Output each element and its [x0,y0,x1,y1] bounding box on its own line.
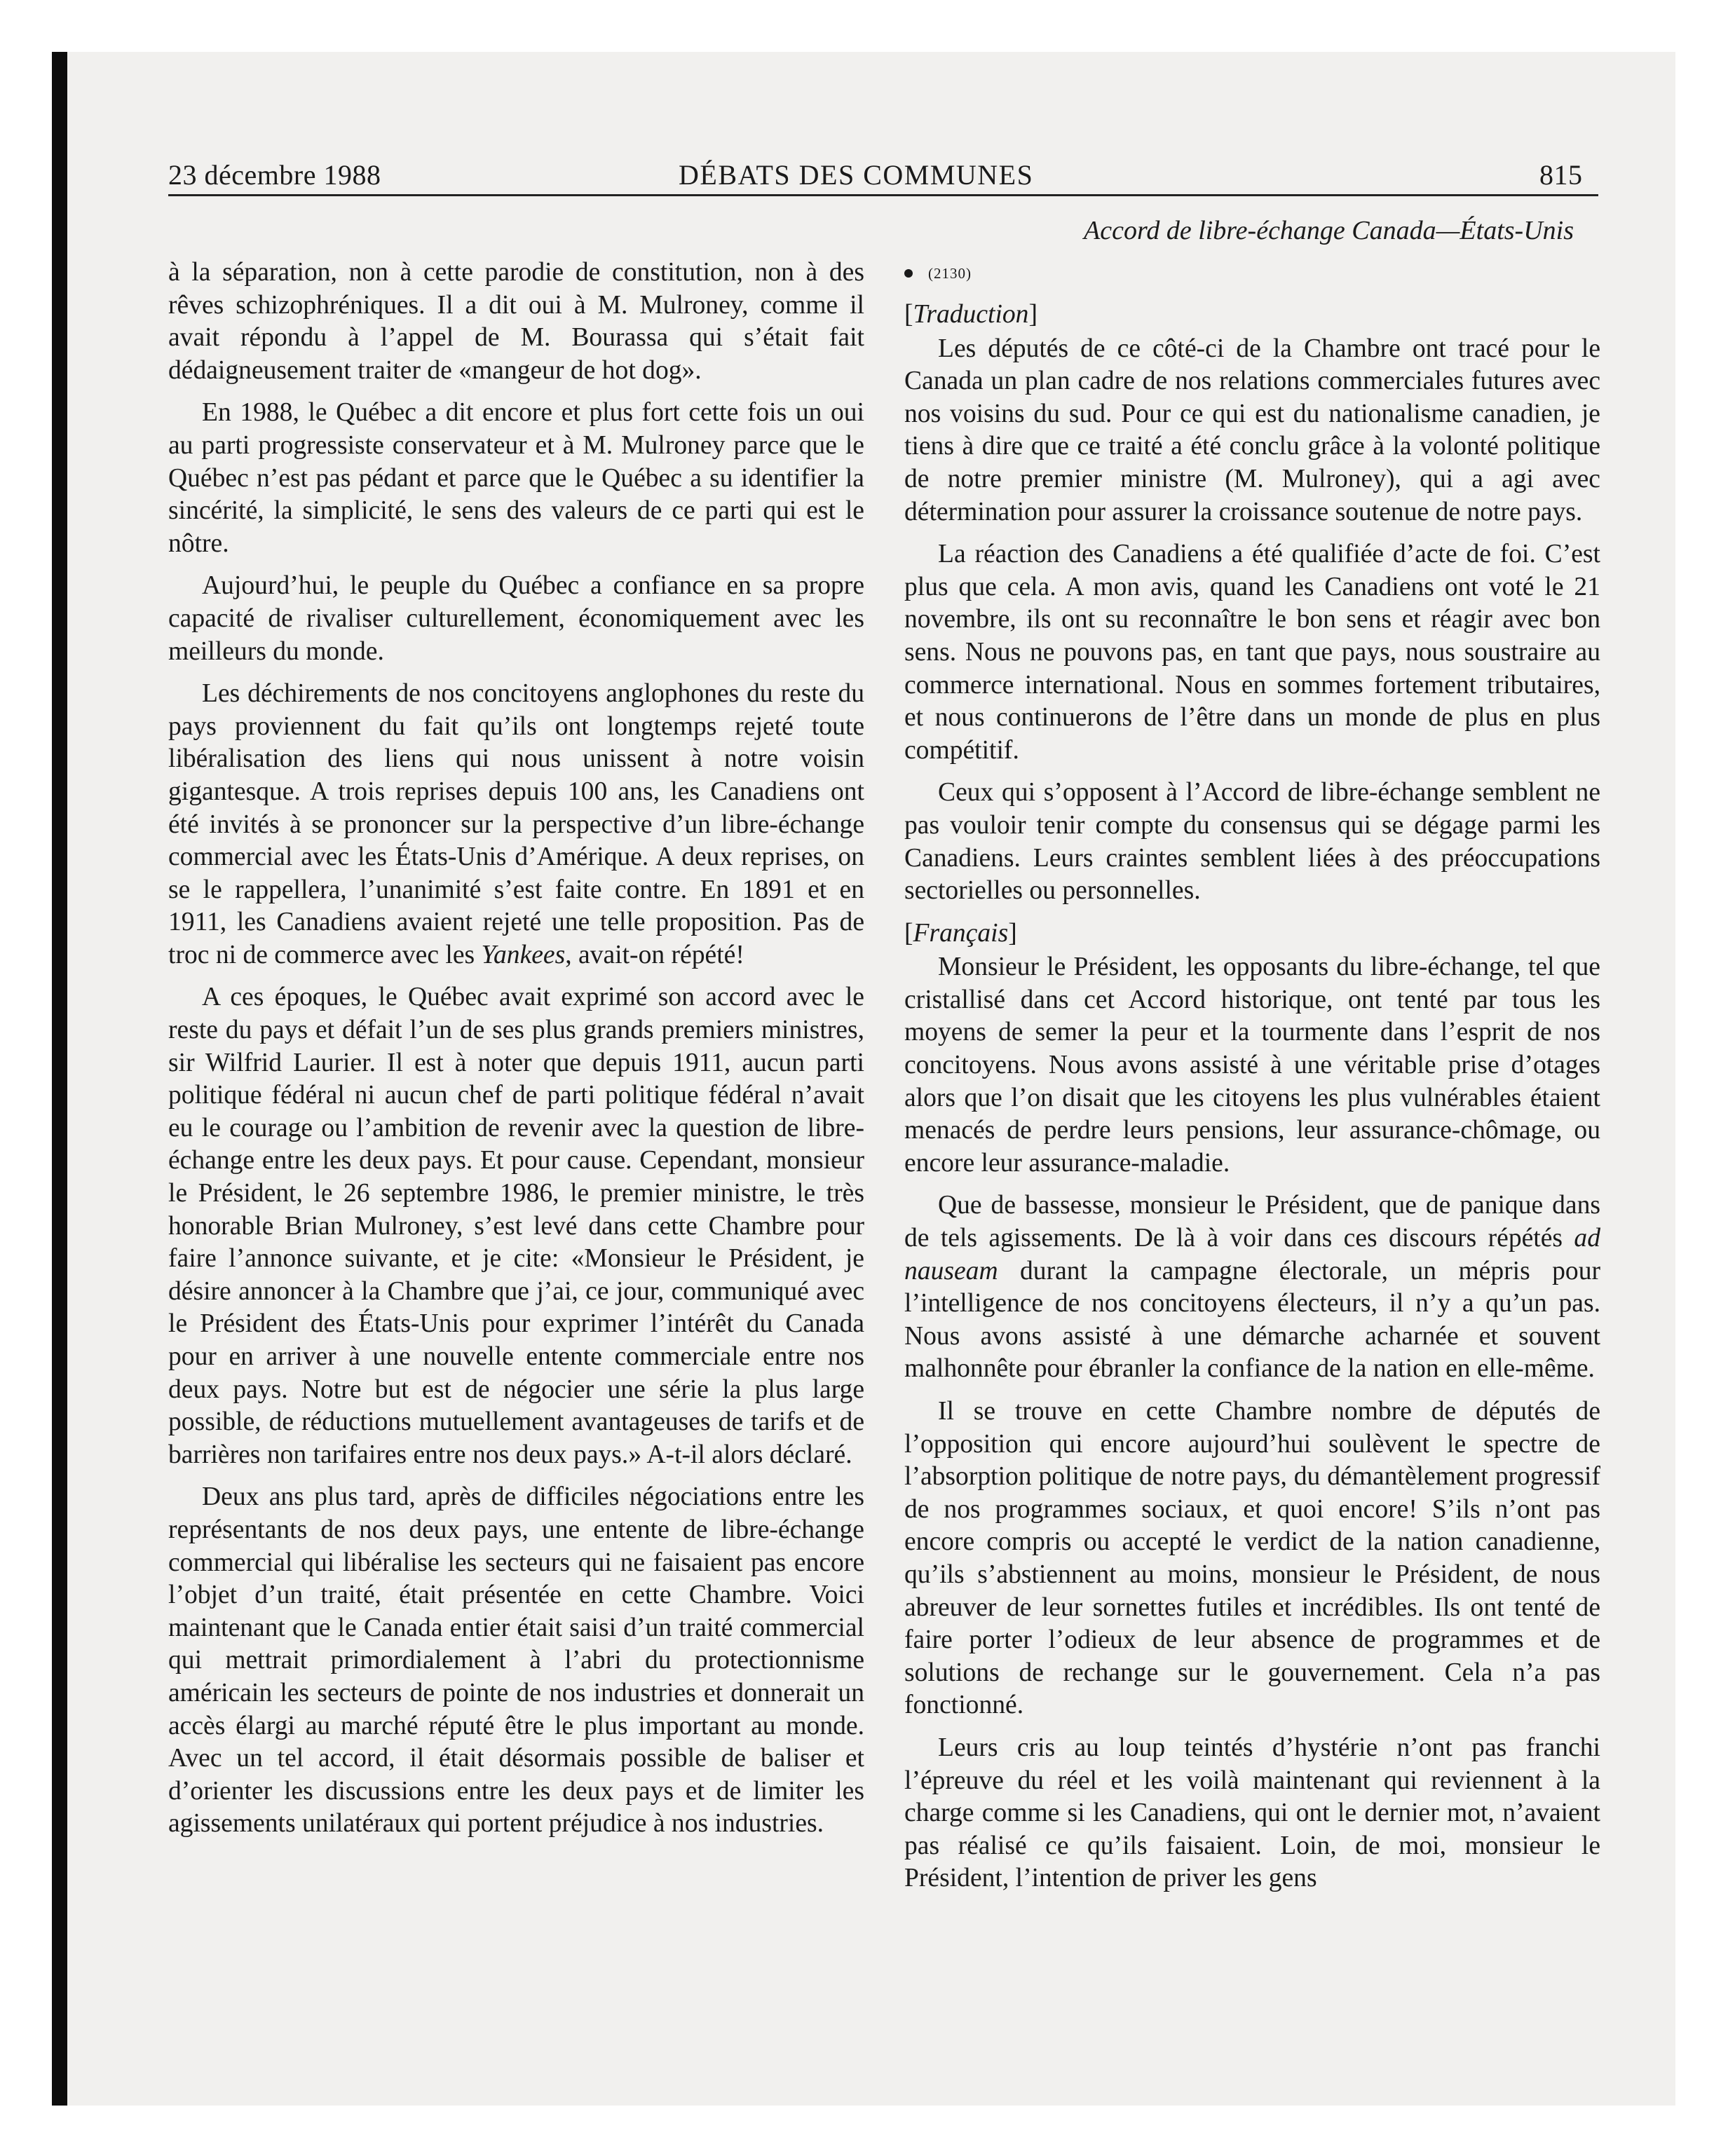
topic-heading: Accord de libre-échange Canada—États-Unis [1084,216,1574,245]
time-stamp [904,259,1600,287]
header-title: DÉBATS DES COMMUNES [679,159,1034,191]
paragraph: Les députés de ce côté-ci de la Chambre ont tracé pour le Canada un plan cadre de nos relations commerciales futures avec nos voisins du sud. Pour ce qui est du nationalisme canadien, je tiens à dire que ce traité a été conclu grâce à la volonté politique de notre premier ministre (M. Mulroney), qui a agi avec détermination pour assurer la croissance soutenue de notre pays. [904,334,1600,526]
italic-term: ad nauseam [904,1224,1600,1285]
paragraph-text: Les déchirements de nos concitoyens anglophones du reste du pays proviennent du fait qu’ils ont longtemps rejeté toute libéralisation des liens qui nous unissent à notre voisin gigantesque. A trois reprises depuis 100 ans, les Canadiens ont été invités à se prononcer sur la perspective d’un libre-échange commercial avec les États-Unis d’Amérique. A deux reprises, on se le rappellera, l’unanimité s’est faite contre. En 1891 et en 1911, les Canadiens avaient rejeté une telle proposition. Pas de troc ni de commerce avec les [168,679,864,969]
language-label: [Français] [904,918,1017,948]
paragraph: Ceux qui s’opposent à l’Accord de libre-échange semblent ne pas vouloir tenir compte du consensus qui se dégage parmi les Canadiens. Leurs craintes semblent liées à des préoccupations sectorielles ou personnelles. [904,778,1600,906]
language-label-text: Français [913,918,1009,948]
left-column [168,257,864,2079]
paragraph: A ces époques, le Québec avait exprimé son accord avec le reste du pays et défait l’un de ses plus grands premiers ministres, sir Wilfrid Laurier. Il est à noter que depuis 1911, aucun parti politique fédéral ni aucun chef de parti politique fédéral n’avait eu le courage ou l’ambition de revenir avec la question de libre-échange entre les deux pays. Et pour cause. Cependant, monsieur le Président, le 26 septembre 1986, le premier ministre, le très honorable Brian Mulroney, s’est levé dans cette Chambre pour faire l’annonce suivante, et je cite: «Monsieur le Président, je désire annoncer à la Chambre que j’ai, ce jour, communiqué avec le Président des États-Unis pour exprimer l’intérêt du Canada pour en arriver à une nouvelle entente commerciale entre nos deux pays. Notre but est de négocier une série la plus large possible, de réductions mutuellement avantageuses de tarifs et de barrières non tarifaires entre nos deux pays.» A-t-il alors déclaré. [168,983,864,1469]
bullet-icon [904,269,913,278]
paragraph: Monsieur le Président, les opposants du libre-échange, tel que cristallisé dans cet Accord historique, ont tenté par tous les moyens de semer la peur et la tourmente dans l’esprit de nos concitoyens. Nous avons assisté à une véritable prise d’otages alors que l’on disait que les citoyens les plus vulnérables étaient menacés de perdre leurs pensions, leur assurance-chômage, ou encore leur assurance-maladie. [904,953,1600,1178]
header-rule [168,194,1598,196]
paragraph: La réaction des Canadiens a été qualifiée d’acte de foi. C’est plus que cela. A mon avis, quand les Canadiens ont voté le 21 novembre, ils ont su reconnaître le bon sens et réagir avec bon sens. Nous ne pouvons pas, en tant que pays, nous soustraire au commerce international. Nous en sommes fortement tributaires, et nous continuerons de l’être dans un monde de plus en plus compétitif. [904,540,1600,765]
paragraph: à la séparation, non à cette parodie de constitution, non à des rêves schizophréniques. Il a dit oui à M. Mulroney, comme il avait répondu à l’appel de M. Bourassa qui s’était fait dédaigneusement traiter de «mangeur de hot dog». [168,258,864,385]
paragraph-text: Que de bassesse, monsieur le Président, que de panique dans de tels agissements. De là à voir dans ces discours répétés [904,1191,1600,1253]
paragraph [168,678,864,971]
paragraph: Deux ans plus tard, après de difficiles négociations entre les représentants de nos deux pays, une entente de libre-échange commercial qui libéralise les secteurs qui ne faisaient pas encore l’objet d’un traité, était présentée en cette Chambre. Voici maintenant que le Canada entier était saisi d’un traité commercial qui mettrait primordialement à l’abri du protectionnisme américain les secteurs de pointe de nos industries et donnerait un accès élargi au marché réputé être le plus important au monde. Avec un tel accord, il était désormais possible de baliser et d’orienter les discussions entre les deux pays et de limiter les agissements unilatéraux qui portent préjudice à nos industries. [168,1482,864,1838]
paragraph-text: , avait-on répété! [565,940,744,969]
scan-border [52,52,67,2106]
paragraph: En 1988, le Québec a dit encore et plus fort cette fois un oui au parti progressiste conservateur et à M. Mulroney parce que le Québec n’est pas pédant et parce que le Québec a su identifier la sincérité, la simplicité, le sens des valeurs de ce parti qui est le nôtre. [168,398,864,558]
language-label: [Traduction] [904,300,1037,329]
paragraph: Aujourd’hui, le peuple du Québec a confiance en sa propre capacité de rivaliser culturellement, économiquement avec les meilleurs du monde. [168,571,864,666]
italic-term: Yankees [481,940,566,969]
language-label-text: Traduction [913,300,1029,329]
paragraph-text: durant la campagne électorale, un mépris pour l’intelligence de nos concitoyens électeurs, il n’y a qu’un pas. Nous avons assisté à une démarche acharnée et souvent malhonnête pour ébranler la confiance de la nation en elle-même. [904,1256,1600,1384]
paragraph: Leurs cris au loup teintés d’hystérie n’ont pas franchi l’épreuve du réel et les voilà maintenant qui reviennent à la charge comme si les Canadiens, qui ont le dernier mot, n’avaient pas réalisé ce qu’ils faisaient. Loin, de moi, monsieur le Président, l’intention de priver les gens [904,1733,1600,1893]
paragraph [904,1189,1600,1386]
header-date: 23 décembre 1988 [168,159,381,191]
right-column [904,257,1600,2079]
time-stamp-text: (2130) [928,265,972,282]
paragraph: Il se trouve en cette Chambre nombre de députés de l’opposition qui encore aujourd’hui soulèvent le spectre de l’absorption politique de notre pays, du démantèlement progressif de nos programmes sociaux, et quoi encore! S’ils n’ont pas encore compris ou accepté le verdict de la nation canadienne, qu’ils s’abstiennent au moins, monsieur le Président, de nous abreuver de leur sornettes futiles et incrédibles. Ils ont tenté de faire porter l’odieux de leur absence de programmes et de solutions de rechange sur le gouvernement. Cela n’a pas fonctionné. [904,1397,1600,1720]
header-page-number: 815 [1539,159,1583,191]
